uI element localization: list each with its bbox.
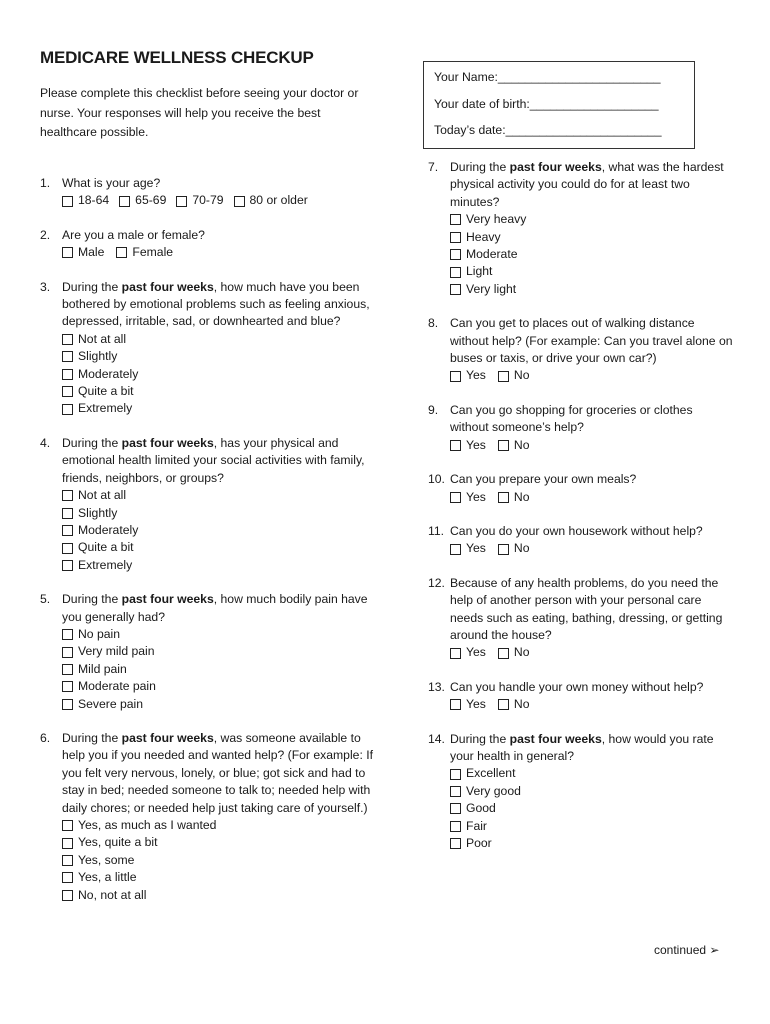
option-quite-a-bit[interactable]: Quite a bit [62,383,375,400]
question-14 [428,731,733,853]
option-no-not-at-all[interactable]: No, not at all [62,887,375,904]
question-text: During the past four weeks, was someone available to help you if you needed and wanted help? (For example: If you felt very nervous, lonely, or blue; got sick and had to stay in bed; needed someone to talk to; needed help with daily chores; or needed help just taking care of yourself.) [62,730,373,815]
question-text: What is your age? [62,176,161,190]
option-fair[interactable]: Fair [450,818,733,835]
question-number: 6. [40,730,51,745]
question-1 [40,175,375,210]
option-extremely[interactable]: Extremely [62,557,375,574]
checkbox-icon[interactable] [498,371,509,382]
question-text: During the past four weeks, has your physical and emotional health limited your social activities with family, friends, neighbors, or groups? [62,435,365,485]
checkbox-icon[interactable] [450,821,461,832]
option-yes[interactable]: Yes [450,644,486,661]
question-number: 11. [428,523,445,538]
option-moderate-pain[interactable]: Moderate pain [62,678,375,695]
question-text: During the past four weeks, what was the hardest physical activity you could do for at least two minutes? [450,160,724,209]
checkbox-icon[interactable] [498,492,509,503]
checkbox-icon[interactable] [62,247,73,258]
option-no[interactable]: No [498,540,530,557]
checkbox-icon[interactable] [62,699,73,710]
question-text: Because of any health problems, do you need the help of another person with your personal care needs such as eating, bathing, dressing, or getting around the house? [450,575,723,642]
option-yes-quite-a-bit[interactable]: Yes, quite a bit [62,834,375,851]
patient-info-box [423,61,695,149]
page-title: MEDICARE WELLNESS CHECKUP [40,48,314,67]
checkbox-icon[interactable] [450,648,461,659]
checkbox-icon[interactable] [62,872,73,883]
question-number: 8. [428,316,439,331]
option-not-at-all[interactable]: Not at all [62,487,375,504]
option-yes[interactable]: Yes [450,696,486,713]
option-very-light[interactable]: Very light [450,281,733,298]
option-very-mild-pain[interactable]: Very mild pain [62,643,375,660]
option-no-pain[interactable]: No pain [62,626,375,643]
question-6 [40,730,375,904]
question-text: During the past four weeks, how much bodily pain have you generally had? [62,592,368,624]
option-70-79[interactable]: 70-79 [176,192,223,209]
question-8 [428,315,733,385]
question-number: 1. [40,176,51,190]
checkbox-icon[interactable] [62,334,73,345]
checkbox-icon[interactable] [62,369,73,380]
option-80-or-older[interactable]: 80 or older [234,192,308,209]
checkbox-icon[interactable] [450,249,461,260]
name-field[interactable]: Your Name:________________________ [434,70,661,84]
option-yes[interactable]: Yes [450,489,486,506]
question-number: 5. [40,592,51,607]
checkbox-icon[interactable] [62,543,73,554]
option-poor[interactable]: Poor [450,835,733,852]
checkbox-icon[interactable] [119,196,130,207]
dob-field[interactable]: Your date of birth:___________________ [434,96,659,111]
checkbox-icon[interactable] [62,560,73,571]
checkbox-icon[interactable] [62,196,73,207]
question-number: 9. [428,402,439,417]
checkbox-icon[interactable] [450,267,461,278]
option-no[interactable]: No [498,644,530,661]
checkbox-icon[interactable] [450,492,461,503]
checkbox-icon[interactable] [62,351,73,362]
option-moderately[interactable]: Moderately [62,366,375,383]
checkbox-icon[interactable] [498,699,509,710]
option-yes-as-much-as-i-wanted[interactable]: Yes, as much as I wanted [62,817,375,834]
checkbox-icon[interactable] [62,629,73,640]
option-slightly[interactable]: Slightly [62,348,375,365]
option-male[interactable]: Male [62,244,104,261]
left-column [40,175,375,904]
question-text: Can you go shopping for groceries or clothes without someone’s help? [450,402,693,435]
option-no[interactable]: No [498,489,530,506]
checkbox-icon[interactable] [176,196,187,207]
option-light[interactable]: Light [450,263,733,280]
checkbox-icon[interactable] [62,647,73,658]
continued-label: continued ➢ [654,943,720,957]
option-very-heavy[interactable]: Very heavy [450,211,733,228]
checkbox-icon[interactable] [116,247,127,258]
checkbox-icon[interactable] [498,544,509,555]
option-yes-a-little[interactable]: Yes, a little [62,869,375,886]
option-mild-pain[interactable]: Mild pain [62,661,375,678]
question-9 [428,402,733,454]
right-column [428,159,733,869]
checkbox-icon[interactable] [450,232,461,243]
option-excellent[interactable]: Excellent [450,765,733,782]
checkbox-icon[interactable] [62,855,73,866]
checkbox-icon[interactable] [450,803,461,814]
checkbox-icon[interactable] [450,440,461,451]
option-no[interactable]: No [498,367,530,384]
checkbox-icon[interactable] [62,681,73,692]
intro-text: Please complete this checklist before seeing your doctor or nurse. Your responses will help you receive the best healthcare possible. [40,86,359,139]
option-no[interactable]: No [498,437,530,454]
option-heavy[interactable]: Heavy [450,229,733,246]
checkbox-icon[interactable] [62,838,73,849]
question-text: Can you handle your own money without help? [450,679,704,694]
question-text: Can you get to places out of walking distance without help? (For example: Can you travel alone on buses or taxis, or drive your own car?) [450,316,733,366]
question-13 [428,679,733,714]
question-text: Can you do your own housework without help? [450,523,703,538]
question-number: 13. [428,679,445,694]
question-text: During the past four weeks, how much have you been bothered by emotional problems such as feeling anxious, depressed, irritable, sad, or downhearted and blue? [62,279,370,329]
option-female[interactable]: Female [116,244,173,261]
checkbox-icon[interactable] [62,508,73,519]
question-7 [428,159,733,298]
checkbox-icon[interactable] [498,648,509,659]
question-text: Can you prepare your own meals? [450,472,637,487]
option-65-69[interactable]: 65-69 [119,192,166,209]
date-field[interactable]: Today’s date:_______________________ [434,123,662,137]
checkbox-icon[interactable] [450,838,461,849]
checkbox-icon[interactable] [234,196,245,207]
question-number: 10. [428,472,445,487]
checkbox-icon[interactable] [62,890,73,901]
checkbox-icon[interactable] [62,386,73,397]
question-5 [40,591,375,713]
checkbox-icon[interactable] [450,371,461,382]
checkbox-icon[interactable] [450,769,461,780]
option-yes[interactable]: Yes [450,437,486,454]
checkbox-icon[interactable] [62,820,73,831]
option-extremely[interactable]: Extremely [62,400,375,417]
option-yes[interactable]: Yes [450,367,486,384]
checkbox-icon[interactable] [62,404,73,415]
option-quite-a-bit[interactable]: Quite a bit [62,539,375,556]
option-moderately[interactable]: Moderately [62,522,375,539]
question-2 [40,227,375,262]
question-text: Are you a male or female? [62,227,205,242]
checkbox-icon[interactable] [450,214,461,225]
option-no[interactable]: No [498,696,530,713]
option-yes-some[interactable]: Yes, some [62,852,375,869]
question-3 [40,279,375,418]
question-number: 2. [40,227,51,242]
option-good[interactable]: Good [450,800,733,817]
checkbox-icon[interactable] [450,786,461,797]
option-not-at-all[interactable]: Not at all [62,331,375,348]
checkbox-icon[interactable] [450,699,461,710]
checkbox-icon[interactable] [62,664,73,675]
checkbox-icon[interactable] [450,284,461,295]
question-11 [428,523,733,558]
option-18-64[interactable]: 18-64 [62,192,109,209]
question-12 [428,575,733,662]
question-number: 4. [40,435,51,450]
checkbox-icon[interactable] [62,490,73,501]
option-moderate[interactable]: Moderate [450,246,733,263]
option-yes[interactable]: Yes [450,540,486,557]
question-4 [40,435,375,574]
question-number: 3. [40,279,51,294]
checkbox-icon[interactable] [498,440,509,451]
checkbox-icon[interactable] [450,544,461,555]
question-text: During the past four weeks, how would you rate your health in general? [450,731,714,763]
option-severe-pain[interactable]: Severe pain [62,696,375,713]
option-slightly[interactable]: Slightly [62,505,375,522]
question-number: 12. [428,575,445,590]
question-number: 14. [428,731,445,746]
question-10 [428,471,733,506]
option-very-good[interactable]: Very good [450,783,733,800]
checkbox-icon[interactable] [62,525,73,536]
question-number: 7. [428,160,439,174]
